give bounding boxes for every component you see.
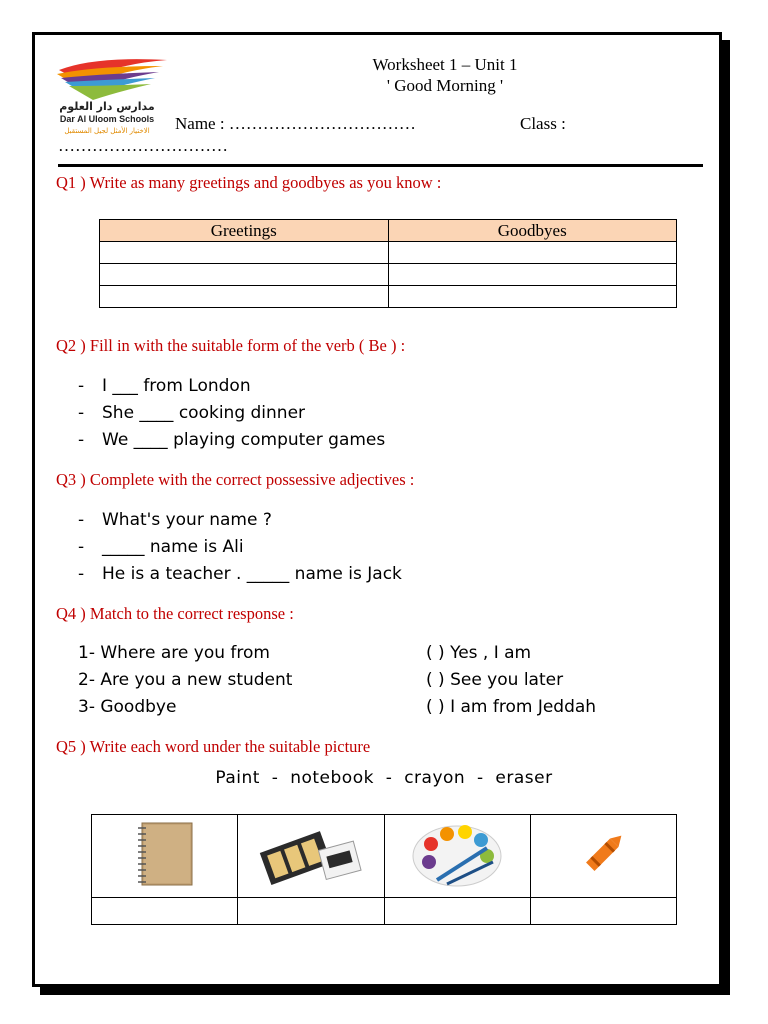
greetings-table — [99, 219, 677, 308]
class-label: Class : — [520, 114, 566, 133]
q2-question: Q2 ) Fill in with the suitable form of the verb ( Be ) : — [56, 336, 406, 355]
q5-question: Q5 ) Write each word under the suitable picture — [56, 737, 371, 756]
list-item: - What's your name ? — [78, 510, 272, 530]
q3-question: Q3 ) Complete with the correct possessive adjectives : — [56, 470, 415, 489]
list-item[interactable]: - She ____ cooking dinner — [78, 403, 306, 423]
answer-cell[interactable] — [92, 898, 238, 925]
q4-match-list — [78, 640, 698, 721]
greetings-cell[interactable] — [100, 242, 389, 264]
name-field[interactable]: Name : …………………………… — [175, 114, 416, 133]
picture-cell — [530, 815, 676, 898]
match-row: 1- Where are you from ( ) Yes , I am — [78, 640, 698, 667]
q1-question: Q1 ) Write as many greetings and goodbyes as you know : — [56, 173, 442, 192]
answer-cell[interactable] — [384, 898, 530, 925]
list-item[interactable]: - I ___ from London — [78, 376, 251, 396]
list-item[interactable]: - He is a teacher . _____ name is Jack — [78, 564, 402, 584]
q2-list — [78, 373, 385, 454]
goodbyes-cell[interactable] — [388, 264, 677, 286]
q4-question: Q4 ) Match to the correct response : — [56, 604, 294, 623]
svg-text:مدارس دار العلوم: مدارس دار العلوم — [59, 100, 155, 113]
match-row: 3- Goodbye ( ) I am from Jeddah — [78, 694, 698, 721]
match-answer[interactable]: ( ) I am from Jeddah — [426, 697, 597, 717]
list-item[interactable]: - _____ name is Ali — [78, 537, 244, 557]
goodbyes-header: Goodbyes — [388, 220, 677, 242]
frame-shadow-right — [722, 40, 730, 995]
picture-cell — [384, 815, 530, 898]
header-divider — [58, 164, 703, 167]
frame-shadow-bottom — [40, 987, 730, 995]
school-logo — [55, 52, 175, 140]
picture-table — [91, 814, 677, 925]
goodbyes-cell[interactable] — [388, 242, 677, 264]
greetings-cell[interactable] — [100, 286, 389, 308]
answer-cell[interactable] — [530, 898, 676, 925]
paint-palette-icon — [407, 818, 507, 890]
answer-cell[interactable] — [238, 898, 384, 925]
greetings-header: Greetings — [100, 220, 389, 242]
picture-cell — [92, 815, 238, 898]
school-logo-icon — [55, 52, 175, 140]
worksheet-title-block — [330, 54, 560, 96]
list-item[interactable]: - We ____ playing computer games — [78, 430, 386, 450]
svg-text:Dar Al Uloom Schools: Dar Al Uloom Schools — [59, 114, 155, 124]
goodbyes-cell[interactable] — [388, 286, 677, 308]
match-answer[interactable]: ( ) Yes , I am — [426, 643, 532, 663]
q3-list — [78, 507, 402, 588]
eraser-icon — [256, 819, 366, 889]
class-field[interactable]: ………………………… — [58, 136, 228, 155]
worksheet-subtitle: ' Good Morning ' — [386, 76, 504, 95]
crayon-icon — [573, 824, 633, 884]
match-answer[interactable]: ( ) See you later — [426, 670, 564, 690]
svg-text:الاختيار الأمثل لجيل المستقبل: الاختيار الأمثل لجيل المستقبل — [64, 127, 150, 135]
word-bank: Paint - notebook - crayon - eraser — [215, 768, 553, 788]
notebook-icon — [130, 819, 200, 889]
greetings-cell[interactable] — [100, 264, 389, 286]
worksheet-title: Worksheet 1 – Unit 1 — [372, 55, 518, 74]
match-row: 2- Are you a new student ( ) See you later — [78, 667, 698, 694]
picture-cell — [238, 815, 384, 898]
